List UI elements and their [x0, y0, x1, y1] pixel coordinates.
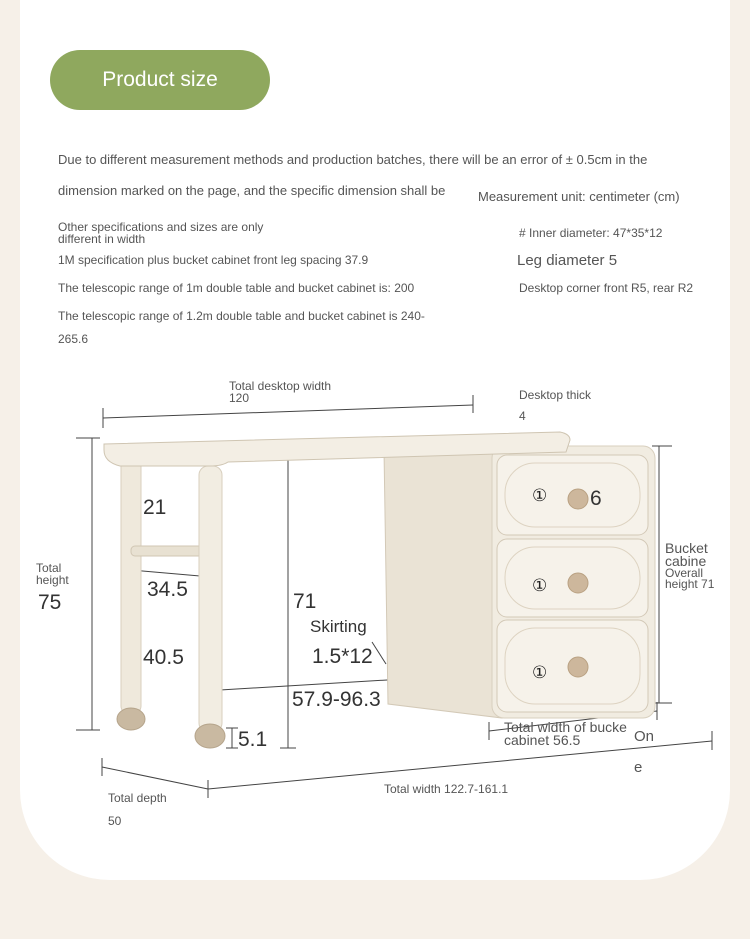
cabinet-label-1: Bucket — [665, 540, 708, 556]
note-telescopic-12m-1: The telescopic range of 1.2m double table and bucket cabinet is 240- — [58, 309, 425, 323]
inner-span-value: 57.9-96.3 — [292, 688, 381, 711]
note-leg-diameter: Leg diameter 5 — [517, 252, 618, 269]
drawer-marker-3: ① — [532, 663, 548, 682]
note-inner-diameter: # Inner diameter: 47*35*12 — [519, 226, 663, 240]
skirting-label: Skirting — [310, 617, 367, 636]
desktop-thick-value: 4 — [519, 409, 526, 423]
total-depth-value: 50 — [108, 814, 122, 828]
drawer-knob-1 — [568, 489, 588, 509]
desktop-thick-label: Desktop thick — [519, 388, 592, 402]
cabinet-height-2: height 71 — [665, 577, 715, 591]
cabinet-height-1: Overall — [665, 566, 704, 580]
crossbar-value: 34.5 — [147, 578, 188, 601]
total-height-label-1: Total — [36, 561, 62, 575]
cabinet-width-2: cabinet 56.5 — [504, 732, 581, 748]
knob-size-value: 6 — [590, 487, 602, 510]
on-text-2: e — [634, 759, 643, 776]
note-telescopic-1m: The telescopic range of 1m double table and bucket cabinet is: 200 — [58, 281, 415, 295]
note-other-specs-1: Other specifications and sizes are only — [58, 220, 264, 234]
foot-height-value: 5.1 — [238, 728, 268, 751]
cabinet-label-2: cabine — [665, 553, 707, 569]
drawer-marker-1: ① — [532, 486, 548, 505]
total-width-label: Total width 122.7-161.1 — [384, 782, 509, 796]
drawer-knob-3 — [568, 657, 588, 677]
drawer-knob-2 — [568, 573, 588, 593]
note-unit: Measurement unit: centimeter (cm) — [478, 189, 680, 204]
note-telescopic-12m-2: 265.6 — [58, 332, 89, 346]
section-title: Product size — [102, 68, 218, 91]
cabinet-width-1: Total width of bucke — [504, 719, 627, 735]
desktop-width-label: Total desktop width — [229, 379, 332, 393]
note-other-specs-2: different in width — [58, 232, 146, 246]
note-spec-1m: 1M specification plus bucket cabinet front leg spacing 37.9 — [58, 253, 369, 267]
total-height-label-2: height — [36, 573, 69, 587]
total-depth-label: Total depth — [108, 791, 167, 805]
inner-height-value: 71 — [293, 590, 317, 613]
total-height-value: 75 — [38, 591, 62, 614]
desktop-width-value: 120 — [229, 391, 250, 405]
note-line-2: dimension marked on the page, and the specific dimension shall be — [58, 183, 446, 198]
note-line-1: Due to different measurement methods and production batches, there will be an error of ± 0.5cm in the — [58, 152, 648, 167]
drawer-marker-2: ① — [532, 576, 548, 595]
note-corner: Desktop corner front R5, rear R2 — [519, 281, 694, 295]
on-text-1: On — [634, 728, 655, 745]
leg-top-value: 21 — [143, 496, 167, 519]
leg-bottom-value: 40.5 — [143, 646, 184, 669]
skirting-value: 1.5*12 — [312, 645, 373, 668]
